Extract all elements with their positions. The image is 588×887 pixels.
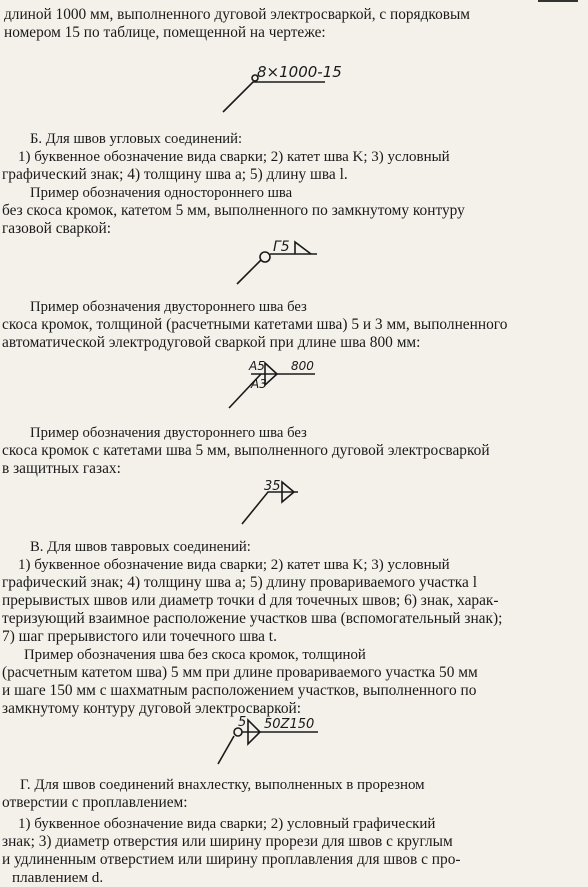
text-line: 7) шаг прерывистого или точечного шва t. <box>2 628 277 645</box>
page-top-rule <box>538 0 578 2</box>
text-line: газовой сваркой: <box>2 220 111 237</box>
text-line: (расчетным катетом шва) 5 мм при длине провариваемого участка 50 мм <box>2 664 478 681</box>
contour-circle <box>260 252 270 262</box>
figure-label: Г5 <box>273 239 290 255</box>
example-heading: Пример обозначения двустороннего шва без <box>30 425 307 441</box>
text-line: прерывистых швов или диаметр точки d для точечных швов; 6) знак, харак- <box>2 592 499 609</box>
example-heading: Пример обозначения двустороннего шва без <box>30 299 307 315</box>
figure-label-bottom: А3 <box>251 377 267 391</box>
text-line: номером 15 по таблице, помещенной на чертеже: <box>4 24 326 41</box>
example-heading: Пример обозначения шва без скоса кромок, толщиной <box>24 647 366 663</box>
weld-symbol-figure-2 <box>225 238 335 290</box>
text-line: замкнутому контуру дуговой электросваркой: <box>2 700 302 717</box>
fillet-sign <box>295 242 311 254</box>
figure-label: 35 <box>264 479 281 494</box>
example-heading: Пример обозначения одностороннего шва <box>30 185 293 201</box>
text-line: скоса кромок с катетами шва 5 мм, выполненного дуговой электросваркой <box>2 442 490 459</box>
text-line: отверстии с проплавлением: <box>2 794 188 811</box>
text-line: знак; 3) диаметр отверстия или ширину прорези для швов с круглым <box>2 833 453 850</box>
figure-leg-label: 5 <box>238 715 247 730</box>
weld-symbol-figure-5 <box>210 712 330 770</box>
text-line: графический знак; 4) толщину шва a; 5) длину шва l. <box>2 166 348 183</box>
text-line: теризующий взаимное расположение участков шва (вспомогательный знак); <box>2 610 503 627</box>
section-heading-g: Г. Для швов соединений внахлестку, выполненных в прорезном <box>20 777 425 793</box>
text-line: длиной 1000 мм, выполненного дуговой электросваркой, с порядковым <box>4 6 470 23</box>
text-line: 1) буквенное обозначение вида сварки; 2) катет шва K; 3) условный <box>18 557 450 573</box>
text-line: в защитных газах: <box>2 460 121 477</box>
figure-length: 800 <box>291 359 314 373</box>
section-heading-b: Б. Для швов угловых соединений: <box>30 131 243 147</box>
leader-line <box>218 736 234 764</box>
figure-label: 50Z150 <box>264 717 315 732</box>
text-line: и удлиненным отверстием или ширину проплавления для швов с про- <box>2 851 461 868</box>
section-heading-v: В. Для швов тавровых соединений: <box>30 539 251 555</box>
leader-line <box>242 492 298 524</box>
text-line: 1) буквенное обозначение вида сварки; 2) катет шва K; 3) условный <box>18 149 450 165</box>
text-line: плавлением d. <box>12 870 104 886</box>
leader-line <box>223 82 325 112</box>
text-line: графический знак; 4) толщину шва a; 5) длину провариваемого участка l <box>2 574 477 591</box>
weld-symbol-figure-4 <box>230 478 320 530</box>
text-line: без скоса кромок, катетом 5 мм, выполненного по замкнутому контуру <box>2 202 465 219</box>
text-line: 1) буквенное обозначение вида сварки; 2) условный графический <box>18 816 436 832</box>
figure-label-top: А5 <box>249 359 265 373</box>
text-line: скоса кромок, толщиной (расчетными катетами шва) 5 и 3 мм, выполненного <box>2 316 508 333</box>
figure-label: 8×1000-15 <box>257 64 342 81</box>
weld-symbol-figure-1 <box>205 64 365 124</box>
weld-symbol-figure-3 <box>215 356 345 414</box>
text-line: и шаге 150 мм с шахматным расположением участков, выполненного по <box>2 682 477 699</box>
text-line: автоматической электродуговой сваркой при длине шва 800 мм: <box>2 334 421 351</box>
leader-line <box>237 260 261 284</box>
